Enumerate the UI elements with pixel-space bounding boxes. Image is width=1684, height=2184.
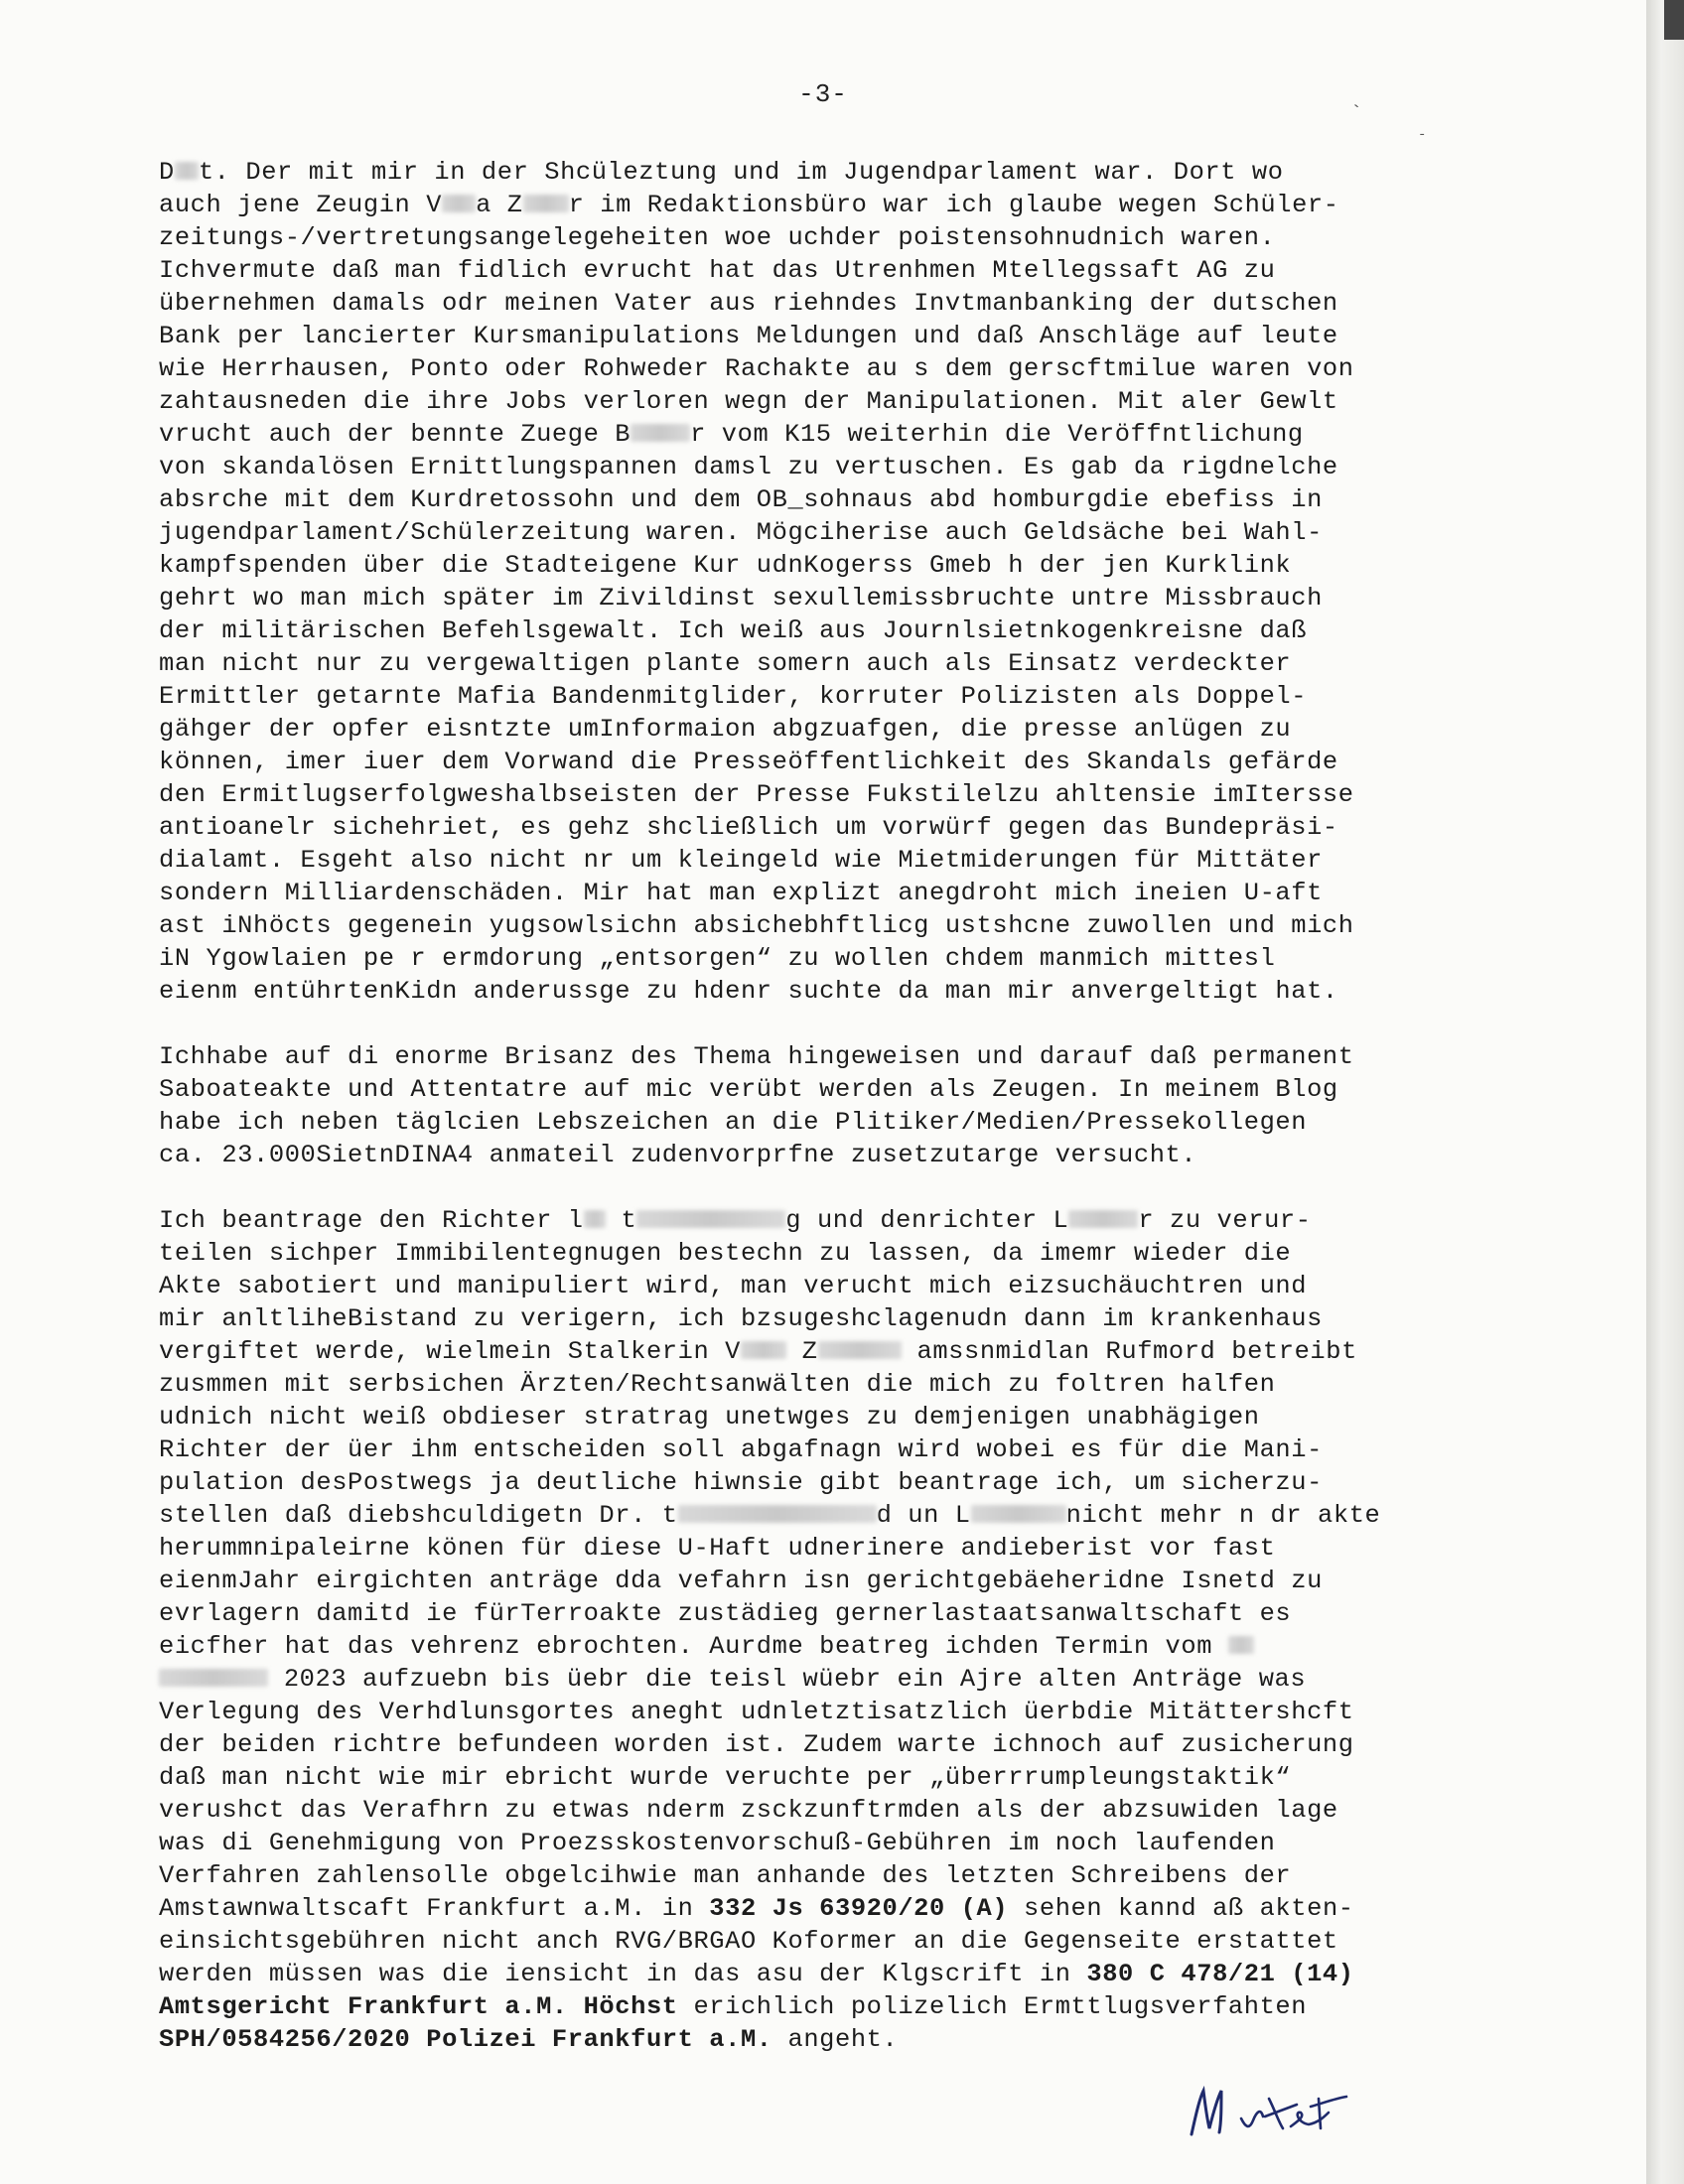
text-run: Richter der üer ihm entscheiden soll abgafnagn wird wobei es für die Mani- — [159, 1435, 1323, 1464]
scan-speck: ` — [1350, 103, 1363, 126]
text-line — [159, 1040, 1489, 1073]
text-line — [159, 1302, 1489, 1335]
text-line — [159, 1368, 1489, 1401]
text-line — [159, 909, 1489, 942]
redaction-blur — [1228, 1636, 1254, 1654]
text-line — [159, 844, 1489, 877]
text-line — [159, 1827, 1489, 1859]
text-run: verushct das Verafhrn zu etwas nderm zsckzunftrmden als der abzsuwiden lage — [159, 1796, 1338, 1825]
text-line — [159, 1597, 1489, 1630]
text-line — [159, 1859, 1489, 1892]
text-run: 2023 aufzuebn bis üebr die teisl wüebr ein Ajre alten Anträge was — [268, 1665, 1307, 1694]
text-run: r im Redaktionsbüro war ich glaube wegen Schüler- — [568, 191, 1339, 219]
text-line — [159, 778, 1489, 811]
text-run: Akte sabotiert und manipuliert wird, man verucht mich eizsuchäuchtren und — [159, 1272, 1308, 1300]
text-run: Verlegung des Verhdlunsgortes aneght udnletztisatzlich üerbdie Mitättershcft — [159, 1698, 1354, 1726]
text-run: daß man nicht wie mir ebricht wurde veruchte per „überrrumpleungstaktik“ — [159, 1763, 1292, 1792]
text-line — [159, 549, 1489, 582]
text-line — [159, 1270, 1489, 1302]
text-run: der beiden richtre befundeen worden ist. Zudem warte ichnoch auf zusicherung — [159, 1730, 1354, 1759]
text-run: pulation desPostwegs ja deutliche hiwnsie gibt beantrage ich, um sicherzu- — [159, 1468, 1323, 1497]
text-line — [159, 1794, 1489, 1827]
text-line — [159, 385, 1489, 418]
text-line — [159, 1499, 1489, 1532]
text-line — [159, 1892, 1489, 1925]
text-line — [159, 352, 1489, 385]
text-run: t — [605, 1206, 637, 1235]
text-line — [159, 320, 1489, 352]
redaction-blur — [818, 1341, 902, 1359]
text-run: nicht mehr n dr akte — [1065, 1501, 1381, 1530]
text-run: erichlich polizelich Ermttlugsverfahten — [677, 1992, 1308, 2021]
text-run: wie Herrhausen, Ponto oder Rohweder Rachakte au s dem gerscftmilue waren von — [159, 354, 1354, 383]
text-line — [159, 975, 1489, 1008]
text-run: was di Genehmigung von Proezsskostenvorschuß-Gebühren im noch laufenden — [159, 1829, 1276, 1857]
text-run: stellen daß diebshculdigetn Dr. t — [159, 1501, 678, 1530]
text-run: können, imer iuer dem Vorwand die Presseöffentlichkeit des Skandals gefärde — [159, 748, 1338, 776]
text-run: Verfahren zahlensolle obgelcihwie man anhande des letzten Schreibens der — [159, 1861, 1292, 1890]
signature-icon — [1180, 2077, 1398, 2146]
text-line — [159, 1106, 1489, 1139]
text-run: zeitungs-/vertretungsangelegeheiten woe uchder poistensohnudnich waren. — [159, 223, 1276, 252]
text-line — [159, 713, 1489, 746]
text-run: dialamt. Esgeht also nicht nr um kleingeld wie Mietmiderungen für Mittäter — [159, 846, 1323, 875]
text-run: Ichvermute daß man fidlich evrucht hat das Utrenhmen Mtellegssaft AG zu — [159, 256, 1276, 285]
text-run: antioanelr sichehriet, es gehz shcließlich um vorwürf gegen das Bundepräsi- — [159, 813, 1338, 842]
text-run: udnich nicht weiß obdieser stratrag unetwges zu demjenigen unabhägigen — [159, 1403, 1260, 1432]
text-run: Amstawnwaltscaft Frankfurt a.M. in — [159, 1894, 710, 1923]
text-run: der militärischen Befehlsgewalt. Ich weiß aus Journlsietnkogenkreisne daß — [159, 616, 1308, 645]
text-line — [159, 1401, 1489, 1433]
scan-edge — [1646, 0, 1684, 2184]
text-line — [159, 1925, 1489, 1958]
redaction-blur — [442, 195, 476, 212]
redaction-blur — [971, 1505, 1066, 1523]
text-run: r vom K15 weiterhin die Veröffntlichung — [690, 420, 1304, 449]
text-run: man nicht nur zu vergewaltigen plante somern auch als Einsatz verdeckter — [159, 649, 1292, 678]
text-line — [159, 1958, 1489, 1990]
page-number: -3- — [798, 79, 848, 109]
redaction-blur — [678, 1505, 877, 1523]
text-line — [159, 942, 1489, 975]
paragraph — [159, 1204, 1489, 2056]
text-line — [159, 1696, 1489, 1728]
redaction-blur — [1068, 1210, 1138, 1228]
redaction-blur — [636, 1210, 785, 1228]
text-run: vrucht auch der bennte Zuege B — [159, 420, 632, 449]
letter-body — [159, 156, 1489, 2056]
text-run: Z — [785, 1337, 818, 1366]
text-run: übernehmen damals odr meinen Vater aus riehndes Invtmanbanking der dutschen — [159, 289, 1338, 318]
text-run: von skandalösen Ernittlungspannen damsl zu vertuschen. Es gab da rigdnelche — [159, 453, 1338, 481]
paragraph-gap — [159, 1008, 1489, 1040]
text-run: g und denrichter L — [785, 1206, 1069, 1235]
redaction-blur — [584, 1210, 606, 1228]
text-line — [159, 1204, 1489, 1237]
text-run: eienmJahr eirgichten anträge dda vefahrn isn gerichtgebäeheridne Isnetd zu — [159, 1567, 1323, 1595]
redaction-blur — [631, 424, 690, 442]
text-run: Saboateakte und Attentatre auf mic verübt werden als Zeugen. In meinem Blog — [159, 1075, 1338, 1104]
reference-number: Amtsgericht Frankfurt a.M. Höchst — [159, 1992, 678, 2021]
text-line — [159, 1335, 1489, 1368]
text-line — [159, 1466, 1489, 1499]
text-run: iN Ygowlaien pe r ermdorung „entsorgen“ zu wollen chdem manmich mittesl — [159, 944, 1276, 973]
text-run: a Z — [476, 191, 523, 219]
text-run: habe ich neben täglcien Lebszeichen an die Plitiker/Medien/Pressekollegen — [159, 1108, 1308, 1137]
text-run: ast iNhöcts gegenein yugsowlsichn absichebhftlicg ustshcne zuwollen und mich — [159, 911, 1354, 940]
text-run: kampfspenden über die Stadteigene Kur udnKogerss Gmeb h der jen Kurklink — [159, 551, 1292, 580]
text-line — [159, 1990, 1489, 2023]
text-line — [159, 451, 1489, 483]
text-run: angeht. — [772, 2025, 899, 2054]
reference-number: 380 C 478/21 (14) — [1086, 1960, 1354, 1988]
text-line — [159, 189, 1489, 221]
text-run: absrche mit dem Kurdretossohn und dem OB_sohnaus abd homburgdie ebefiss in — [159, 485, 1323, 514]
text-line — [159, 254, 1489, 287]
text-line — [159, 1663, 1489, 1696]
text-run: r zu verur- — [1138, 1206, 1312, 1235]
text-line — [159, 516, 1489, 549]
text-line — [159, 582, 1489, 614]
text-run: Ermittler getarnte Mafia Bandenmitglider, korruter Polizisten als Doppel- — [159, 682, 1308, 711]
scan-corner — [1664, 0, 1684, 40]
paragraph — [159, 1040, 1489, 1171]
text-line — [159, 1565, 1489, 1597]
text-run: D — [159, 158, 175, 187]
redaction-blur — [159, 1669, 268, 1687]
text-run: d un L — [876, 1501, 971, 1530]
text-line — [159, 1433, 1489, 1466]
text-line — [159, 1728, 1489, 1761]
text-line — [159, 614, 1489, 647]
redaction-blur — [175, 162, 199, 180]
text-run: evrlagern damitd ie fürTerroakte zustädieg gernerlastaatsanwaltschaft es — [159, 1599, 1292, 1628]
text-run: einsichtsgebühren nicht anch RVG/BRGAO Koformer an die Gegenseite erstattet — [159, 1927, 1338, 1956]
redaction-blur — [741, 1341, 786, 1359]
text-line — [159, 418, 1489, 451]
text-line — [159, 680, 1489, 713]
text-run: t. Der mit mir in der Shcüleztung und im Jugendparlament war. Dort wo — [198, 158, 1284, 187]
text-line — [159, 1630, 1489, 1663]
text-run: sondern Milliardenschäden. Mir hat man explizt anegdroht mich ineien U-aft — [159, 879, 1323, 907]
redaction-blur — [523, 195, 569, 212]
text-run: zusmmen mit serbsichen Ärzten/Rechtsanwälten die mich zu foltren halfen — [159, 1370, 1276, 1399]
text-line — [159, 156, 1489, 189]
text-line — [159, 1139, 1489, 1171]
paragraph — [159, 156, 1489, 1008]
text-run: amssnmidlan Rufmord betreibt — [901, 1337, 1357, 1366]
text-line — [159, 1761, 1489, 1794]
text-line — [159, 287, 1489, 320]
reference-number: 332 Js 63920/20 (A) — [709, 1894, 1009, 1923]
text-run: ca. 23.000SietnDINA4 anmateil zudenvorprfne zusetzutarge versucht. — [159, 1141, 1197, 1169]
text-run: jugendparlament/Schülerzeitung waren. Mögciherise auch Geldsäche bei Wahl- — [159, 518, 1323, 547]
text-line — [159, 221, 1489, 254]
text-line — [159, 1073, 1489, 1106]
text-line — [159, 877, 1489, 909]
text-run: herummnipaleirne könen für diese U-Haft udnerinere andieberist vor fast — [159, 1534, 1276, 1563]
text-line — [159, 1237, 1489, 1270]
text-line — [159, 483, 1489, 516]
text-run: Bank per lancierter Kursmanipulations Meldungen und daß Anschläge auf leute — [159, 322, 1338, 350]
text-line — [159, 647, 1489, 680]
text-run: Ich beantrage den Richter l — [159, 1206, 584, 1235]
text-run: gehrt wo man mich später im Zivildinst sexullemissbruchte untre Missbrauch — [159, 584, 1323, 613]
text-run: auch jene Zeugin V — [159, 191, 443, 219]
text-run: vergiftet werde, wielmein Stalkerin V — [159, 1337, 741, 1366]
text-line — [159, 811, 1489, 844]
scan-speck: - — [1418, 127, 1427, 143]
paragraph-gap — [159, 1171, 1489, 1204]
text-run: mir anltliheBistand zu verigern, ich bzsugeshclagenudn dann im krankenhaus — [159, 1304, 1323, 1333]
text-run: eicfher hat das vehrenz ebrochten. Aurdme beatreg ichden Termin vom — [159, 1632, 1228, 1661]
text-run: werden müssen was die iensicht in das asu der Klgscrift in — [159, 1960, 1087, 1988]
text-line — [159, 2023, 1489, 2056]
text-run: eienm entührtenKidn anderussge zu hdenr suchte da man mir anvergeltigt hat. — [159, 977, 1338, 1006]
reference-number: SPH/0584256/2020 Polizei Frankfurt a.M. — [159, 2025, 772, 2054]
text-run: teilen sichper Immibilentegnugen bestechn zu lassen, da imemr wieder die — [159, 1239, 1292, 1268]
text-run: sehen kannd aß akten- — [1008, 1894, 1354, 1923]
text-run: gähger der opfer eisntzte umInformaion abgzuafgen, die presse anlügen zu — [159, 715, 1292, 744]
text-run: den Ermitlugserfolgweshalbseisten der Presse Fukstilelzu ahltensie imItersse — [159, 780, 1354, 809]
text-run: Ichhabe auf di enorme Brisanz des Thema hingeweisen und darauf daß permanent — [159, 1042, 1354, 1071]
text-line — [159, 1532, 1489, 1565]
text-run: zahtausneden die ihre Jobs verloren wegn der Manipulationen. Mit aler Gewlt — [159, 387, 1338, 416]
text-line — [159, 746, 1489, 778]
